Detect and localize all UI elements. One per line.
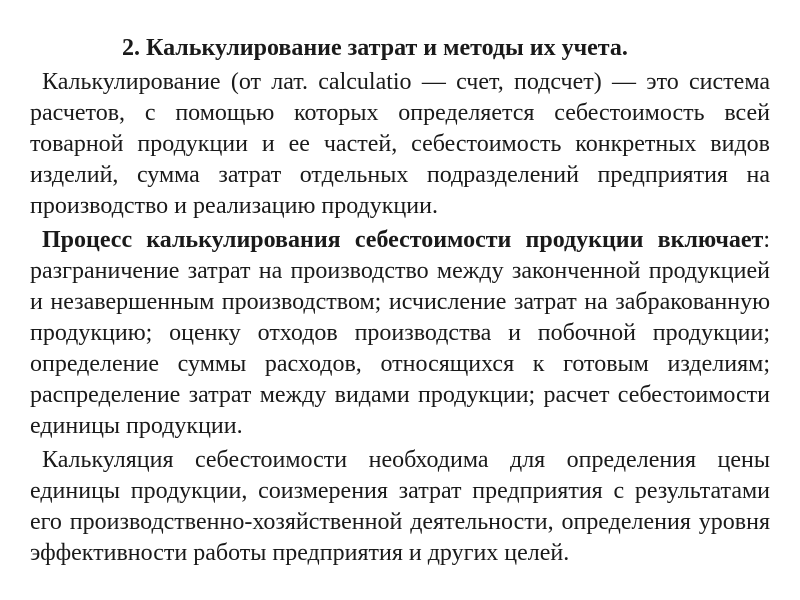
slide-title: 2. Калькулирование затрат и методы их учета. [122, 35, 628, 61]
paragraph-process-lead: Процесс калькулирования себестоимости продукции включает [42, 227, 764, 253]
paragraph-process-text: : разграничение затрат на производство между законченной продукцией и незавершенным производством; исчисление затрат на забракованную продукцию; оценку отходов производства и побочной продукции; определение суммы расходов, относящихся к готовым изделиям; распределение затрат между видами продукции; расчет себестоимости единицы продукции. [30, 227, 770, 439]
paragraph-definition-text: Калькулирование (от лат. calculatio — счет, подсчет) — это система расчетов, с помощью которых определяется себестоимость всей товарной продукции и ее частей, себестоимость конкретных видов изделий, сумма затрат отдельных подразделений предприятия на производство и реализацию продукции. [30, 69, 770, 219]
paragraph-definition [30, 67, 770, 222]
paragraph-purpose [30, 445, 770, 569]
paragraph-purpose-text: Калькуляция себестоимости необходима для определения цены единицы продукции, соизмерения затрат предприятия с результатами его производственно-хозяйственной деятельности, определения уровня эффективности работы предприятия и других целей. [30, 447, 770, 566]
paragraph-process [30, 225, 770, 442]
